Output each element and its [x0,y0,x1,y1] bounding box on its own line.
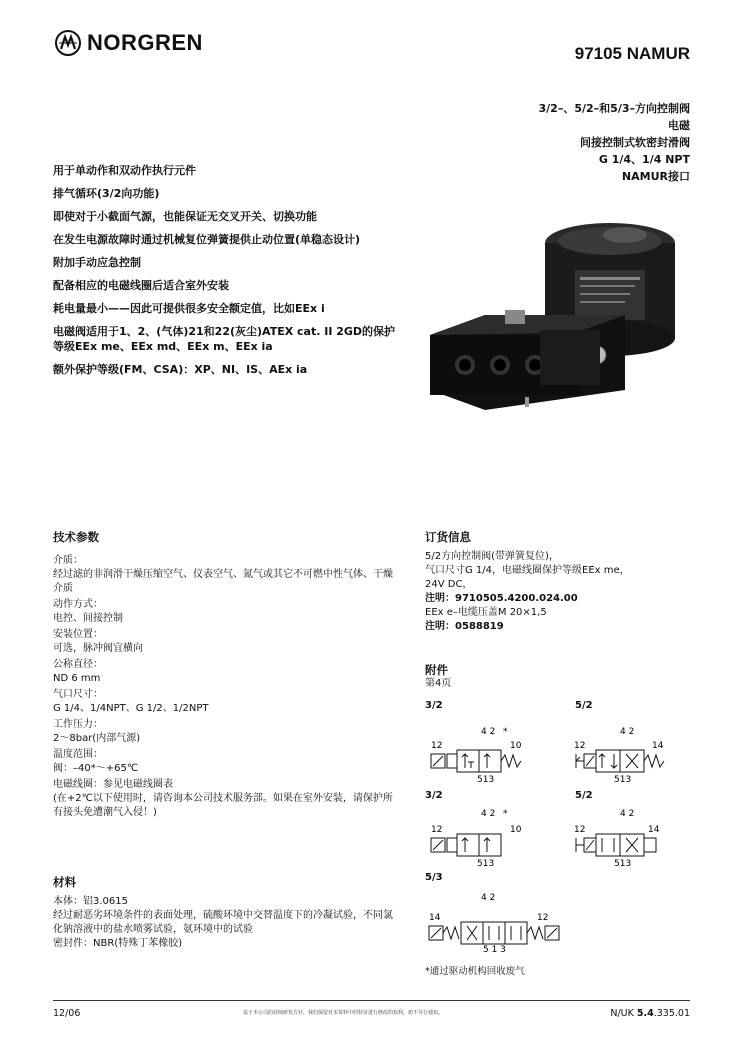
port-label: 12 [574,741,586,751]
tech-label: 气口尺寸： [53,689,103,700]
section-title-accessories: 附件 [425,663,448,677]
tech-label: 动作方式： [53,599,103,610]
port-label: 5 1 3 [483,945,506,954]
port-label: 12 [431,741,443,751]
port-label: 12 [431,825,443,835]
tech-label: 介质： [53,555,83,566]
valve-symbol-3-2 [425,724,545,786]
order-line: 5/2方向控制阀(带弹簧复位)， [425,551,559,562]
feature-item: 配备相应的电磁线圈后适合室外安装 [53,279,229,292]
tech-value: ND 6 mm [53,673,101,684]
order-line: 24V DC， [425,579,473,590]
subtitle-line: NAMUR接口 [621,170,690,183]
feature-item: 排气循环(3/2向功能) [53,187,160,200]
port-label: 513 [614,775,632,785]
footer-divider [53,1000,690,1001]
tech-value: 2～8bar(内部气源) [53,733,141,744]
symbol-label: 3/2 [425,700,443,711]
footer-date: 12/06 [53,1008,81,1019]
symbol-label: 5/2 [575,790,593,801]
symbol-label: 5/3 [425,872,443,883]
tech-label: 安装位置： [53,629,103,640]
port-label: 513 [614,859,632,868]
valve-symbol-5-2-alt [570,806,690,868]
accessories-section [425,663,451,691]
tech-value: G 1/4、1/4NPT、G 1/2、1/2NPT [53,703,209,714]
subtitle-line: 电磁 [668,119,690,132]
section-title-tech: 技术参数 [53,530,99,544]
tech-value: 阀：–40*～+65℃ [53,763,139,774]
port-label: 513 [477,859,495,868]
subtitle-line: 3/2–、5/2–和5/3–方向控制阀 [538,102,690,115]
feature-item: 在发生电源故障时通过机械复位弹簧提供止动位置(单稳态设计) [53,233,361,246]
product-subtitle [539,100,690,185]
section-title-order: 订货信息 [425,530,471,544]
valve-symbol-5-2 [570,724,690,786]
tech-value: 可选，脉冲阀宜横向 [53,643,143,654]
doc-code-prefix: N/UK [610,1008,637,1019]
tech-value: (在+2℃以下使用时，请咨询本公司技术服务部。如果在室外安装，请保护所有接头免遭潮气入侵！) [53,793,393,818]
port-label: 4 2 [481,809,496,819]
port-label: 4 2 [620,809,635,819]
port-label: 14 [652,741,664,751]
subtitle-line: 间接控制式软密封滑阀 [580,136,690,149]
port-label: 14 [648,825,660,835]
valve-product-photo [425,215,695,415]
tech-label: 工作压力： [53,719,103,730]
tech-label: 温度范围： [53,749,103,760]
feature-item: 额外保护等级(FM、CSA)：XP、NI、IS、AEx ia [53,363,308,376]
material-line: 本体：铝3.0615 [53,896,128,907]
valve-symbol-3-2-alt [425,806,545,868]
norgren-logo-icon [55,30,81,56]
port-label: 4 2 [620,727,635,737]
feature-item: 耗电量最小——因此可提供很多安全额定值，比如EEx i [53,302,325,315]
tech-value: 电控、间接控制 [53,613,123,624]
section-title-material: 材料 [53,875,76,889]
tech-value: 经过滤的非润滑干燥压缩空气、仪表空气、氮气或其它不可燃中性气体、干燥介质 [53,569,393,594]
technical-data [53,530,398,820]
accessories-page: 第4页 [425,678,452,689]
order-line: EEx e–电缆压盖M 20×1,5 [425,607,547,618]
feature-list [53,163,398,385]
material-section [53,875,398,951]
doc-code-bold: 5.4 [636,1008,654,1019]
port-label: 12 [537,913,549,923]
tech-label: 电磁线圈：参见电磁线圈表 [53,779,173,790]
footnote: *通过驱动机构回收废气 [425,966,525,977]
order-info [425,530,705,634]
tech-label: 公称直径： [53,659,103,670]
port-label: 513 [477,775,495,785]
symbol-label: 3/2 [425,790,443,801]
feature-item: 即使对于小截面气源，也能保证无交叉开关、切换功能 [53,210,317,223]
brand-logo [55,30,203,56]
exhaust-star: * [503,809,508,819]
order-line: 注明：9710505.4200.024.00 [425,593,578,604]
order-line: 注明：0588819 [425,621,504,632]
order-line: 气口尺寸G 1/4，电磁线圈保护等级EEx me， [425,565,630,576]
doc-code-suffix: .335.01 [653,1008,690,1019]
feature-item: 附加手动应急控制 [53,256,141,269]
footer-doc-code [610,1008,690,1019]
exhaust-star: * [503,727,508,737]
port-label: 10 [510,741,522,751]
feature-item: 电磁阀适用于1、2、(气体)21和22(灰尘)ATEX cat. II 2GD的保护等级EEx me、EEx md、EEx m、EEx ia [53,325,396,353]
port-label: 4 2 [481,893,496,903]
product-code: 97105 NAMUR [574,44,690,63]
feature-item: 用于单动作和双动作执行元件 [53,164,196,177]
port-label: 10 [510,825,522,835]
material-line: 密封件：NBR(特殊丁苯橡胶) [53,938,183,949]
subtitle-line: G 1/4、1/4 NPT [598,153,690,166]
port-label: 14 [429,913,441,923]
footer-disclaimer: 基于本公司的持续研发方针，我们保留对本资料中的特征进行修改的权利，恕不另行通知。 [243,1010,444,1016]
brand-name: NORGREN [87,30,203,55]
valve-symbol-5-3 [425,888,575,954]
material-line: 经过耐恶劣环境条件的表面处理，硫酸环境中交替温度下的冷凝试验，不同氯化钠溶液中的盐水喷雾试验，氨环境中的试验 [53,910,393,935]
port-label: 12 [574,825,586,835]
symbol-label: 5/2 [575,700,593,711]
port-label: 4 2 [481,727,496,737]
